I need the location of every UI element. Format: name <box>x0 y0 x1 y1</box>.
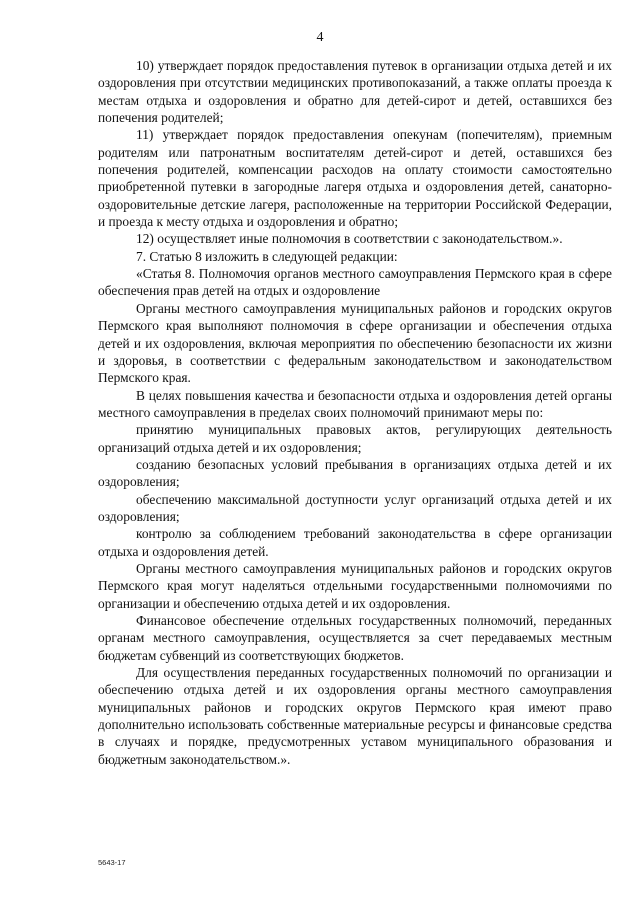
measure-control: контролю за соблюдением требований законодательства в сфере организации отдыха и оздоровления детей. <box>98 526 612 559</box>
document-code: 5643-17 <box>98 858 126 867</box>
paragraph-additional-resources: Для осуществления переданных государственных полномочий по организации и обеспечению отдыха детей и их оздоровления органы местного самоуправления муниципальных районов и городских округов Пермского края имеют право дополнительно использовать собственные материальные ресурсы и финансовые средства в случаях и порядке, предусмотренных уставом муниципального образования и бюджетным законодательством.». <box>98 665 612 767</box>
measure-accessibility: обеспечению максимальной доступности услуг организаций отдыха детей и их оздоровления; <box>98 491 612 524</box>
list-item-11: 11) утверждает порядок предоставления опекунам (попечителям), приемным родителям или патронатным воспитателям детей-сирот и детей, оставшихся без попечения родителей, компенсации расходов на оплату стоимости самостоятельно приобретенной путевки в загородные лагеря отдыха и оздоровления детей, санаторно-оздоровительные детские лагеря, расположенные на территории Российской Федерации, и проезда к месту отдыха и оздоровления и обратно; <box>98 127 612 230</box>
paragraph-powers: Органы местного самоуправления муниципальных районов и городских округов Пермского края выполняют полномочия в сфере организации и обеспечения отдыха детей и их оздоровления, включая мероприятия по обеспечению безопасности их жизни и здоровья, в соответствии с федеральным законодательством и законодательством Пермского края. <box>98 300 612 386</box>
paragraph-financing: Финансовое обеспечение отдельных государственных полномочий, переданных органам местного самоуправления, осуществляется за счет передаваемых местным бюджетам субвенций из соответствующих бюджетов. <box>98 613 612 663</box>
list-item-12: 12) осуществляет иные полномочия в соответствии с законодательством.». <box>136 231 563 247</box>
amendment-instruction: 7. Статью 8 изложить в следующей редакции: <box>136 248 398 264</box>
measure-safe-conditions: созданию безопасных условий пребывания в организациях отдыха детей и их оздоровления; <box>98 456 612 490</box>
list-item-10: 10) утверждает порядок предоставления путевок в организации отдыха детей и их оздоровления при отсутствии медицинских противопоказаний, а также оплаты проезда к местам отдыха и оздоровления и обратно для детей-сирот и детей, оставшихся без попечения родителей; <box>98 58 612 126</box>
paragraph-delegated-powers: Органы местного самоуправления муниципальных районов и городских округов Пермского края могут наделяться отдельными государственными полномочиями по организации и обеспечению отдыха детей и их оздоровления. <box>98 560 612 611</box>
page-number: 4 <box>316 30 324 45</box>
article-heading: «Статья 8. Полномочия органов местного самоуправления Пермского края в сфере обеспечения прав детей на отдых и оздоровление <box>98 266 612 299</box>
paragraph-measures-intro: В целях повышения качества и безопасности отдыха и оздоровления детей органы местного самоуправления в пределах своих полномочий принимают меры по: <box>98 387 612 420</box>
document-body <box>98 57 612 768</box>
measure-legal-acts: принятию муниципальных правовых актов, регулирующих деятельность организаций отдыха детей и их оздоровления; <box>98 422 612 455</box>
